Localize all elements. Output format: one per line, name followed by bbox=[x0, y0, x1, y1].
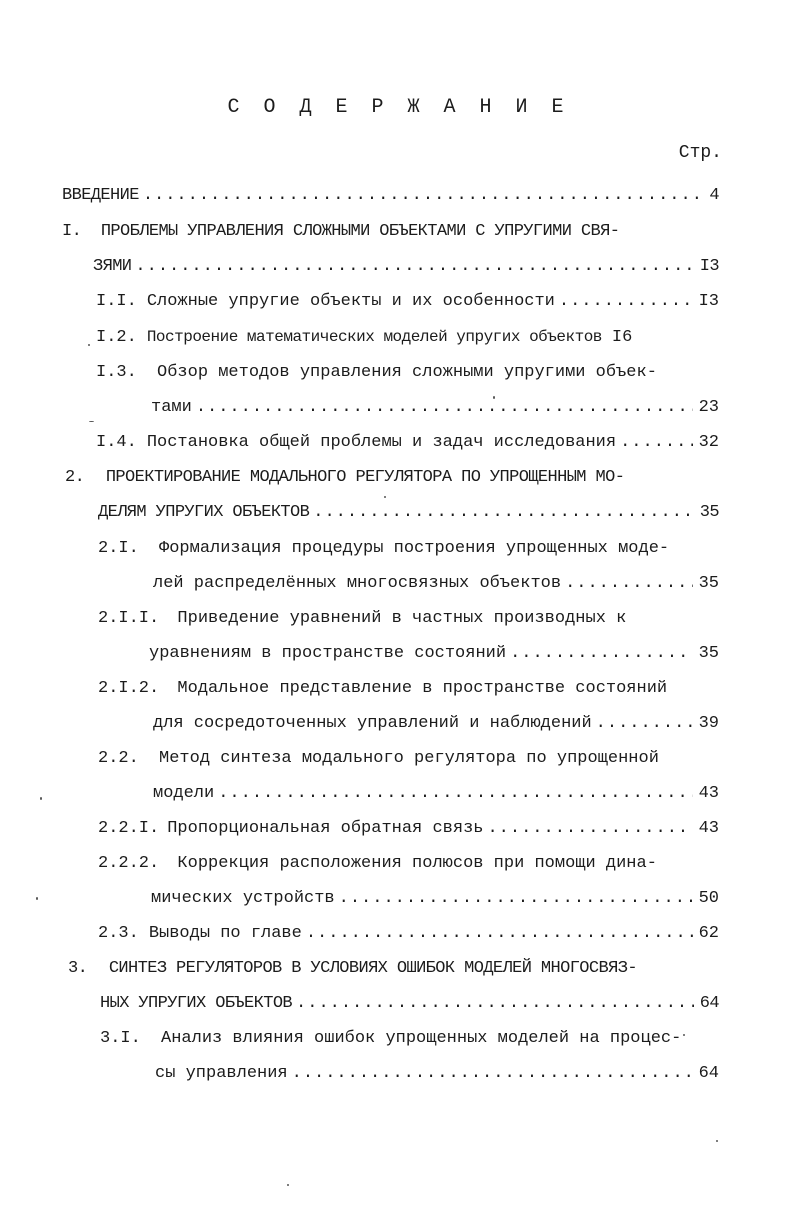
toc-page-number: I6 bbox=[611, 328, 633, 347]
toc-entry-chapter-1-cont bbox=[93, 253, 719, 281]
toc-entry-text: НЫХ УПРУГИХ ОБЪЕКТОВ bbox=[100, 994, 293, 1013]
scan-speck bbox=[683, 1034, 685, 1036]
toc-entry-2-2-1 bbox=[98, 815, 719, 843]
toc-page-number: 50 bbox=[698, 889, 719, 908]
toc-entry-number: 2.2. bbox=[98, 749, 139, 768]
toc-entry-text: Приведение уравнений в частных производных к bbox=[177, 609, 627, 628]
toc-page-number: I3 bbox=[699, 257, 719, 276]
toc-entry-chapter-2-cont bbox=[98, 499, 719, 527]
toc-entry-2-2 bbox=[98, 745, 719, 773]
toc-entry-text: Модальное представление в пространстве состояний bbox=[177, 679, 668, 698]
toc-entry-2-1-1 bbox=[98, 605, 719, 633]
toc-entry-2-2-2-cont bbox=[151, 885, 719, 913]
toc-entry-text: тами bbox=[151, 398, 192, 417]
toc-entry-text: Построение математических моделей упругих объектов bbox=[146, 328, 602, 346]
toc-entry-text: ПРОЕКТИРОВАНИЕ МОДАЛЬНОГО РЕГУЛЯТОРА ПО УПРОЩЕННЫМ МО- bbox=[105, 468, 625, 487]
toc-entry-text: Выводы по главе bbox=[148, 924, 302, 943]
toc-entry-number: 2.2.I. bbox=[98, 819, 160, 838]
toc-entry-number: I.3. bbox=[96, 363, 137, 382]
toc-page-number: 32 bbox=[698, 433, 719, 452]
toc-entry-number: 2.2.2. bbox=[98, 854, 160, 873]
toc-entry-number: 2.I. bbox=[98, 539, 139, 558]
toc-entry-text: Коррекция расположения полюсов при помощи дина- bbox=[177, 854, 657, 873]
toc-page-number: 43 bbox=[698, 819, 719, 838]
toc-page-number: 62 bbox=[698, 924, 719, 943]
toc-entry-number: 3.I. bbox=[100, 1029, 141, 1048]
toc-entry-text: ВВЕДЕНИЕ bbox=[62, 186, 139, 205]
toc-entry-chapter-3-cont bbox=[100, 990, 719, 1018]
toc-entry-2-2-2 bbox=[98, 850, 719, 878]
toc-entry-1-2 bbox=[96, 323, 719, 351]
toc-entry-number: 2.I.2. bbox=[98, 679, 160, 698]
scan-speck bbox=[384, 496, 386, 498]
leader-dots bbox=[565, 570, 693, 598]
leader-dots bbox=[559, 288, 693, 316]
toc-entry-text: ПРОБЛЕМЫ УПРАВЛЕНИЯ СЛОЖНЫМИ ОБЪЕКТАМИ С УПРУГИМИ СВЯ- bbox=[100, 222, 620, 241]
toc-entry-1-3-cont bbox=[151, 394, 719, 422]
toc-page-number: 35 bbox=[698, 644, 719, 663]
toc-entry-chapter-2 bbox=[65, 464, 719, 492]
toc-entry-chapter-1 bbox=[62, 218, 719, 246]
toc-page-number: 35 bbox=[699, 503, 719, 522]
leader-dots bbox=[296, 990, 694, 1018]
toc-entry-text: СИНТЕЗ РЕГУЛЯТОРОВ В УСЛОВИЯХ ОШИБОК МОДЕЛЕЙ МНОГОСВЯЗ- bbox=[108, 959, 637, 978]
toc-entry-number: I.2. bbox=[96, 328, 137, 347]
toc-entry-2-3 bbox=[98, 920, 719, 948]
toc-entry-introduction bbox=[62, 182, 719, 210]
toc-entry-text: лей распределённых многосвязных объектов bbox=[153, 574, 562, 593]
leader-dots bbox=[218, 780, 692, 808]
toc-entry-text: Анализ влияния ошибок упрощенных моделей на процес- bbox=[161, 1029, 682, 1048]
toc-page-number: 64 bbox=[698, 1064, 719, 1083]
toc-entry-chapter-3 bbox=[68, 955, 719, 983]
toc-entry-number: I. bbox=[62, 222, 82, 241]
toc-entry-1-3 bbox=[96, 359, 719, 387]
scan-speck bbox=[36, 897, 38, 900]
leader-dots bbox=[292, 1060, 693, 1088]
toc-entry-1-4 bbox=[96, 429, 719, 457]
toc-entry-text: Сложные упругие объекты и их особенности bbox=[146, 292, 555, 311]
toc-entry-text: мических устройств bbox=[151, 889, 335, 908]
toc-entry-2-1 bbox=[98, 535, 719, 563]
toc-entry-text: Обзор методов управления сложными упругими объек- bbox=[157, 363, 657, 382]
toc-page-number: 64 bbox=[699, 994, 719, 1013]
scan-speck bbox=[89, 421, 94, 422]
toc-entry-text: для сосредоточенных управлений и наблюдений bbox=[153, 714, 592, 733]
toc-entry-1-1 bbox=[96, 288, 719, 316]
toc-entry-3-1-cont bbox=[155, 1060, 719, 1088]
toc-entry-text: ДЕЛЯМ УПРУГИХ ОБЪЕКТОВ bbox=[98, 503, 310, 522]
leader-dots bbox=[143, 182, 704, 210]
scan-speck bbox=[716, 1140, 718, 1142]
toc-entry-number: 3. bbox=[68, 959, 88, 978]
toc-entry-text: модели bbox=[153, 784, 215, 803]
toc-page-number: 4 bbox=[709, 186, 719, 205]
toc-entry-2-1-1-cont bbox=[149, 640, 719, 668]
toc-entry-text: уравнениям в пространстве состояний bbox=[149, 644, 507, 663]
leader-dots bbox=[313, 499, 694, 527]
leader-dots bbox=[510, 640, 693, 668]
toc-entry-number: 2.I.I. bbox=[98, 609, 160, 628]
scan-speck bbox=[88, 344, 90, 346]
toc-page-number: 43 bbox=[698, 784, 719, 803]
toc-entry-2-2-cont bbox=[153, 780, 719, 808]
scan-speck bbox=[493, 396, 495, 399]
page-column-header: Стр. bbox=[678, 143, 722, 163]
scan-speck bbox=[287, 1184, 289, 1186]
toc-page-number: I3 bbox=[698, 292, 719, 311]
toc-entry-text: Метод синтеза модального регулятора по упрощенной bbox=[159, 749, 659, 768]
toc-entry-number: I.I. bbox=[96, 292, 137, 311]
scan-speck bbox=[40, 797, 42, 800]
toc-page-number: 35 bbox=[698, 574, 719, 593]
toc-entry-number: I.4. bbox=[96, 433, 137, 452]
toc-entry-text: Постановка общей проблемы и задач исследования bbox=[146, 433, 617, 452]
toc-entry-text: Формализация процедуры построения упрощенных моде- bbox=[159, 539, 670, 558]
leader-dots bbox=[487, 815, 692, 843]
toc-entry-number: 2.3. bbox=[98, 924, 139, 943]
leader-dots bbox=[306, 920, 693, 948]
toc-entry-2-1-2-cont bbox=[153, 710, 719, 738]
leader-dots bbox=[596, 710, 693, 738]
page-title: С О Д Е Р Ж А Н И Е bbox=[227, 96, 570, 119]
toc-page-number: 39 bbox=[698, 714, 719, 733]
toc-page-number: 23 bbox=[698, 398, 719, 417]
toc-entry-3-1 bbox=[100, 1025, 719, 1053]
leader-dots bbox=[135, 253, 693, 281]
leader-dots bbox=[339, 885, 693, 913]
toc-entry-2-1-cont bbox=[153, 570, 719, 598]
toc-entry-number: 2. bbox=[65, 468, 85, 487]
leader-dots bbox=[620, 429, 693, 457]
toc-entry-text: сы управления bbox=[155, 1064, 288, 1083]
toc-entry-text: Пропорциональная обратная связь bbox=[167, 819, 484, 838]
leader-dots bbox=[196, 394, 693, 422]
toc-entry-2-1-2 bbox=[98, 675, 719, 703]
toc-entry-text: ЗЯМИ bbox=[93, 257, 132, 276]
